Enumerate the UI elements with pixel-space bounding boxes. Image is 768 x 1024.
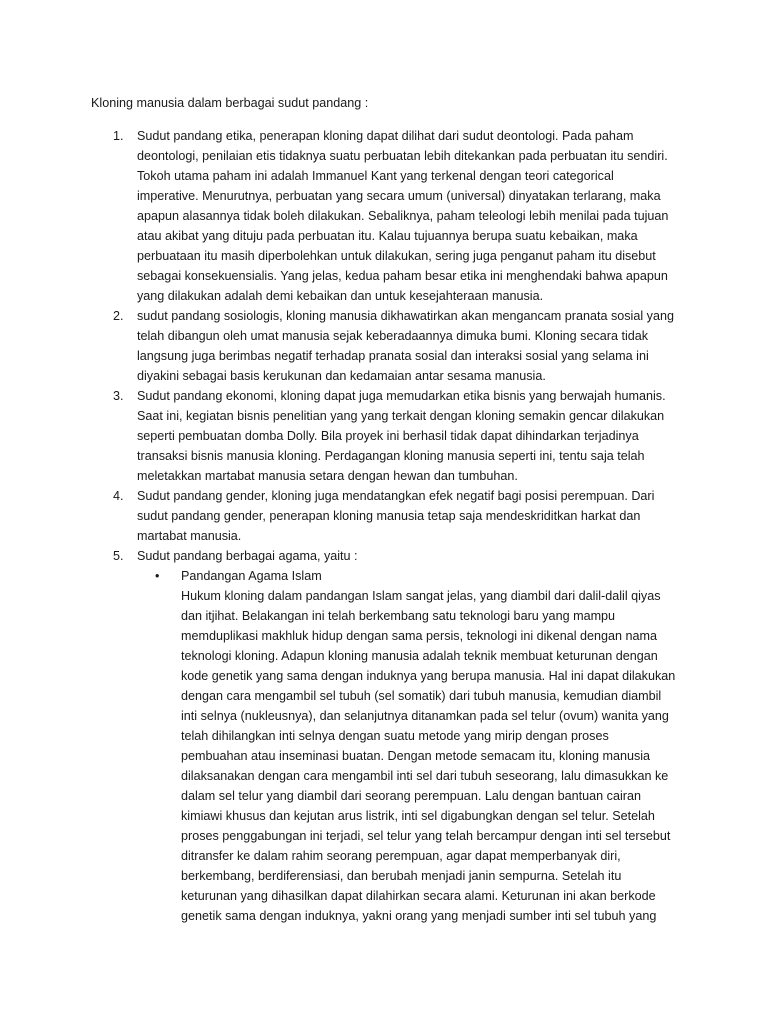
list-item xyxy=(0,306,768,386)
text-line: martabat manusia. xyxy=(137,529,242,543)
text-line: dilaksanakan dengan cara mengambil inti sel dari tubuh seseorang, lalu dimasukkan ke xyxy=(181,769,669,783)
list-item xyxy=(0,386,768,486)
text-line: telah dibangun oleh umat manusia sejak keberadaannya dimuka bumi. Kloning secara tidak xyxy=(137,329,649,343)
text-line: teknologi kloning. Adapun kloning manusia adalah teknik membuat keturunan dengan xyxy=(181,649,658,663)
bullet-icon: • xyxy=(155,569,160,583)
text-line: seperti pembuatan domba Dolly. Bila proyek ini berhasil tidak dapat dihindarkan terjadinya xyxy=(137,429,639,443)
text-line: keturunan yang dihasilkan dapat dilahirkan secara alami. Keturunan ini akan berkode xyxy=(181,889,656,903)
sub-list-item-text xyxy=(181,566,681,926)
document-title: Kloning manusia dalam berbagai sudut pandang : xyxy=(91,96,369,110)
text-line: memduplikasi makhluk hidup dengan sama persis, teknologi ini dikenal dengan nama xyxy=(181,629,658,643)
text-line: atau akibat yang dituju pada perbuatan itu. Kalau tujuannya berupa suatu kebaikan, maka xyxy=(137,229,638,243)
list-item xyxy=(0,486,768,546)
text-line: berkembang, berdiferensiasi, dan berubah menjadi janin sempurna. Setelah itu xyxy=(181,869,622,883)
text-line: Sudut pandang gender, kloning juga mendatangkan efek negatif bagi posisi perempuan. Dari xyxy=(137,489,655,503)
text-line: sebagai konsekuensialis. Yang jelas, kedua paham besar etika ini menghendaki bahwa apapun xyxy=(137,269,668,283)
text-line: Hukum kloning dalam pandangan Islam sangat jelas, yang diambil dari dalil-dalil qiyas xyxy=(181,589,661,603)
list-item-text xyxy=(137,486,677,546)
text-line: dengan cara mengambil sel tubuh (sel somatik) dari tubuh manusia, kemudian diambil xyxy=(181,689,662,703)
text-line: langsung juga berimbas negatif terhadap pranata sosial dan interaksi sosial yang selama ini xyxy=(137,349,649,363)
text-line: imperative. Menurutnya, perbuatan yang secara umum (universal) dinyatakan terlarang, maka xyxy=(137,189,661,203)
text-line: pembuahan atau inseminasi buatan. Dengan metode semacam itu, kloning manusia xyxy=(181,749,651,763)
text-line: Sudut pandang berbagai agama, yaitu : xyxy=(137,549,358,563)
numbered-list xyxy=(0,126,768,926)
list-item-number: 2. xyxy=(113,309,124,323)
text-line: yang dilakukan adalah demi kebaikan dan untuk kesejahteraan manusia. xyxy=(137,289,544,303)
list-item-number: 5. xyxy=(113,549,124,563)
text-line: meletakkan martabat manusia setara dengan hewan dan tumbuhan. xyxy=(137,469,518,483)
text-line: apapun alasannya tidak boleh dilakukan. Sebaliknya, paham teleologi lebih menilai pada tujuan xyxy=(137,209,669,223)
list-item-number: 1. xyxy=(113,129,124,143)
list-item-number: 3. xyxy=(113,389,124,403)
list-item-text xyxy=(137,306,677,386)
text-line: perbuataan itu masih diperbolehkan untuk dilakukan, sering juga penganut paham itu disebut xyxy=(137,249,656,263)
sub-list-item xyxy=(0,566,768,926)
list-item-number: 4. xyxy=(113,489,124,503)
text-line: proses penggabungan ini terjadi, sel telur yang telah bercampur dengan inti sel tersebut xyxy=(181,829,671,843)
list-item xyxy=(0,546,768,926)
text-line: sudut pandang sosiologis, kloning manusia dikhawatirkan akan mengancam pranata sosial yang xyxy=(137,309,674,323)
text-line: genetik sama dengan induknya, yakni orang yang menjadi sumber inti sel tubuh yang xyxy=(181,909,657,923)
text-line: kode genetik yang sama dengan induknya yang berupa manusia. Hal ini dapat dilakukan xyxy=(181,669,676,683)
text-line: Sudut pandang ekonomi, kloning dapat juga memudarkan etika bisnis yang berwajah humanis. xyxy=(137,389,666,403)
list-item-text xyxy=(137,386,677,486)
text-line: inti selnya (nukleusnya), dan selanjutnya ditanamkan pada sel telur (ovum) wanita yang xyxy=(181,709,669,723)
text-line: ditransfer ke dalam rahim seorang perempuan, agar dapat memperbanyak diri, xyxy=(181,849,621,863)
text-line: kimiawi khusus dan kejutan arus listrik, inti sel digabungkan dengan sel telur. Setelah xyxy=(181,809,655,823)
list-item-text xyxy=(137,126,677,306)
text-line: deontologi, penilaian etis tidaknya suatu perbuatan lebih ditekankan pada perbuatan itu sendiri. xyxy=(137,149,668,163)
text-line: telah dihilangkan inti selnya dengan suatu metode yang mirip dengan proses xyxy=(181,729,609,743)
text-line: Saat ini, kegiatan bisnis penelitian yang yang terkait dengan kloning semakin gencar dilakukan xyxy=(137,409,665,423)
text-line: Sudut pandang etika, penerapan kloning dapat dilihat dari sudut deontologi. Pada paham xyxy=(137,129,634,143)
text-line: Tokoh utama paham ini adalah Immanuel Kant yang terkenal dengan teori categorical xyxy=(137,169,614,183)
list-item xyxy=(0,126,768,306)
text-line: dalam sel telur yang diambil dari seorang perempuan. Lalu dengan bantuan cairan xyxy=(181,789,641,803)
text-line: transaksi bisnis manusia kloning. Perdagangan kloning manusia seperti ini, tentu saja telah xyxy=(137,449,645,463)
list-item-text xyxy=(137,546,677,566)
text-line: dan itjihat. Belakangan ini telah berkembang satu teknologi baru yang mampu xyxy=(181,609,616,623)
text-line: sudut pandang gender, penerapan kloning manusia tetap saja mendeskriditkan harkat dan xyxy=(137,509,641,523)
sub-item-heading: Pandangan Agama Islam xyxy=(181,569,322,583)
text-line: diyakini sebagai basis kerukunan dan kedamaian antar sesama manusia. xyxy=(137,369,546,383)
